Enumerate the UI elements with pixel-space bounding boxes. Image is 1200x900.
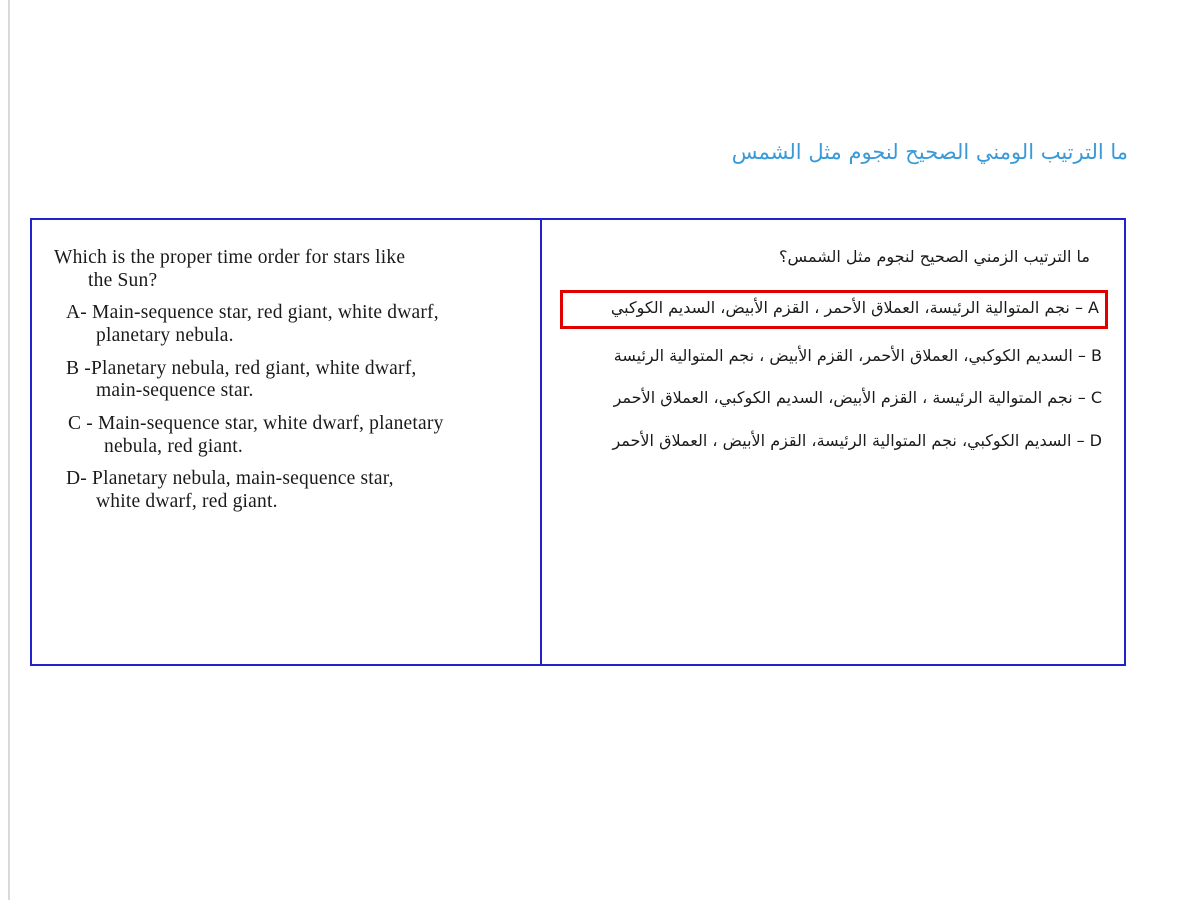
arabic-option-b: B – السديم الكوكبي، العملاق الأحمر، القزم الأبيض ، نجم المتوالية الرئيسة: [613, 345, 1102, 365]
english-option-c-line-2: nebula, red giant.: [104, 435, 243, 457]
english-option-c-line-1: C - Main-sequence star, white dwarf, planetary: [68, 412, 444, 434]
english-option-b-line-2: main-sequence star.: [96, 380, 254, 402]
english-stem-line-1: Which is the proper time order for stars like: [54, 247, 406, 268]
english-question-cell: [32, 220, 542, 664]
arabic-option-c: C – نجم المتوالية الرئيسة ، القزم الأبيض، السديم الكوكبي، العملاق الأحمر: [613, 388, 1102, 408]
english-option-a-line-1: A- Main-sequence star, red giant, white dwarf,: [66, 302, 439, 324]
arabic-question-cell: [542, 220, 1124, 664]
page-title: ما الترتيب الومني الصحيح لنجوم مثل الشمس: [731, 140, 1128, 164]
question-table: [30, 218, 1126, 666]
english-option-a-line-2: planetary nebula.: [96, 324, 234, 346]
arabic-option-d: D – السديم الكوكبي، نجم المتوالية الرئيسة، القزم الأبيض ، العملاق الأحمر: [612, 430, 1102, 450]
arabic-stem: ما الترتيب الزمني الصحيح لنجوم مثل الشمس؟: [779, 247, 1090, 266]
english-option-d-line-1: D- Planetary nebula, main-sequence star,: [66, 468, 394, 490]
english-option-d-line-2: white dwarf, red giant.: [96, 490, 278, 512]
english-option-b-line-1: B -Planetary nebula, red giant, white dwarf,: [66, 357, 417, 379]
page-edge-rule: [8, 0, 10, 900]
arabic-option-a: A – نجم المتوالية الرئيسة، العملاق الأحمر ، القزم الأبيض، السديم الكوكبي: [560, 290, 1108, 328]
english-stem-line-2: the Sun?: [88, 269, 158, 291]
